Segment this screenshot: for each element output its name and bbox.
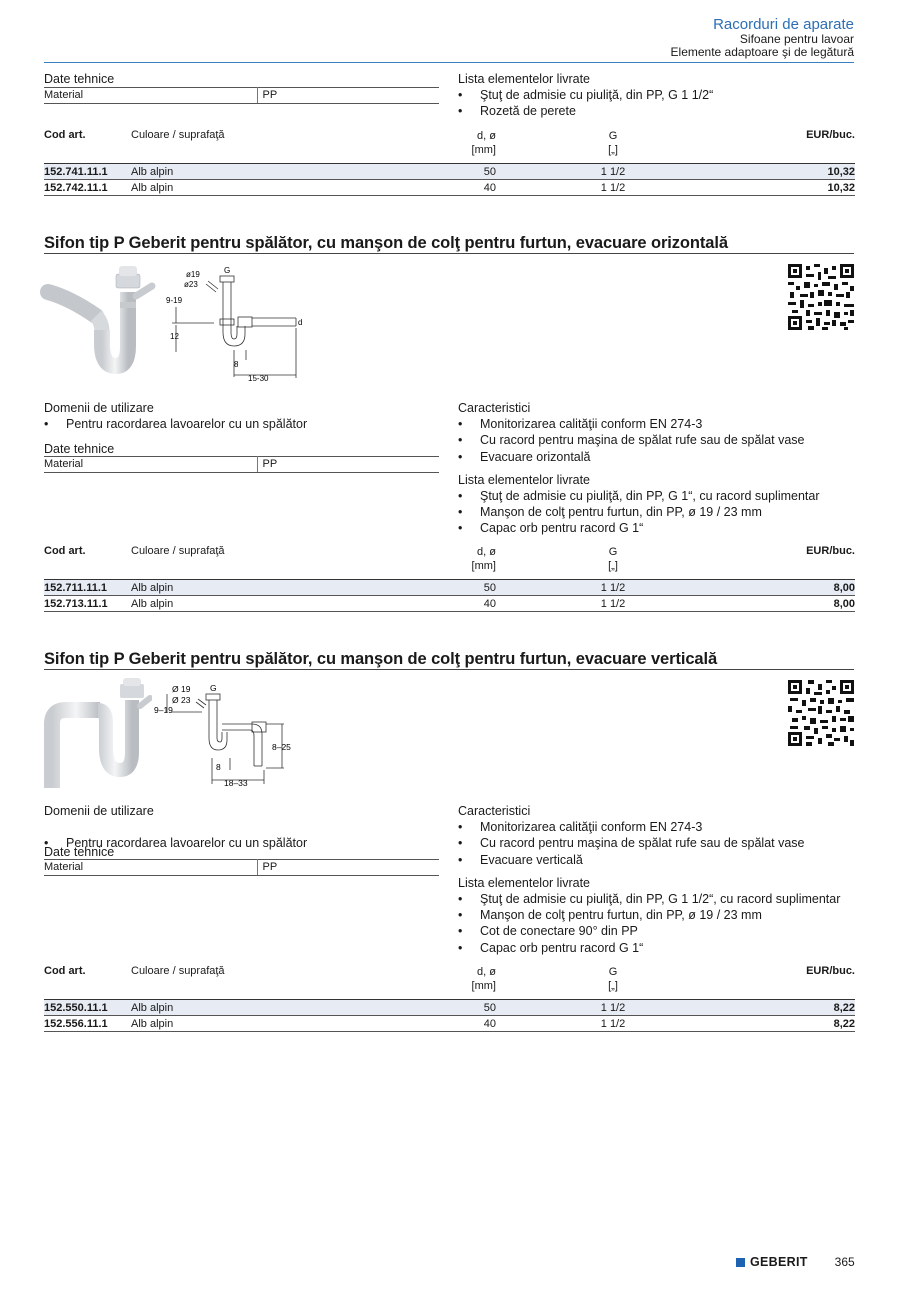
page-number: 365 bbox=[834, 1255, 855, 1269]
cell-code: 152.741.11.1 bbox=[44, 166, 108, 178]
cell-code: 152.713.11.1 bbox=[44, 597, 108, 610]
dim-g: G bbox=[210, 683, 217, 693]
page-footer bbox=[736, 1255, 855, 1269]
cell-color: Alb alpin bbox=[131, 1002, 174, 1014]
s1-list-label: Lista elementelor livrate bbox=[458, 472, 591, 487]
dim-8: 8 bbox=[216, 762, 221, 772]
col-code: Cod art. bbox=[44, 129, 86, 141]
s2-product-table bbox=[44, 965, 855, 1032]
dim-12: 12 bbox=[170, 332, 179, 341]
s2-list-label: Lista elementelor livrate bbox=[458, 875, 591, 890]
dim-15-30: 15-30 bbox=[248, 374, 269, 383]
col-code: Cod art. bbox=[44, 545, 86, 557]
top-list-label: Lista elementelor livrate bbox=[458, 72, 591, 86]
header-subcategory: Sifoane pentru lavoar bbox=[739, 32, 854, 46]
s1-tech-table bbox=[44, 456, 439, 473]
table-row bbox=[44, 163, 855, 180]
s1-use-label: Domenii de utilizare bbox=[44, 401, 154, 415]
s1-product-table bbox=[44, 545, 855, 612]
s2-tech-label: Date tehnice bbox=[44, 845, 115, 859]
col-g: G [„] bbox=[608, 130, 618, 156]
product-photo-vertical bbox=[40, 678, 152, 790]
col-d: d, ø [mm] bbox=[471, 546, 496, 572]
section-1-divider bbox=[44, 253, 854, 254]
cell-d: 40 bbox=[483, 181, 496, 194]
list-item: • Ştuţ de admisie cu piuliţă, din PP, G 1 1/2“, cu racord suplimentar bbox=[458, 891, 868, 907]
page-header bbox=[671, 16, 854, 59]
cell-eur: 8,00 bbox=[833, 597, 855, 610]
list-item: • Rozetă de perete bbox=[458, 103, 858, 119]
dim-d19: ø19 bbox=[186, 270, 200, 279]
top-tech-label: Date tehnice bbox=[44, 72, 115, 86]
s2-tech-table bbox=[44, 859, 439, 876]
cell-d: 50 bbox=[483, 582, 496, 594]
cell-color: Alb alpin bbox=[131, 1017, 174, 1030]
cell-code: 152.742.11.1 bbox=[44, 181, 108, 194]
cell-d: 50 bbox=[483, 1002, 496, 1014]
technical-drawing-vertical bbox=[152, 680, 300, 792]
dim-d23: ø23 bbox=[184, 280, 198, 289]
table-row bbox=[44, 999, 855, 1016]
table-header bbox=[44, 129, 855, 163]
qr-code-icon bbox=[788, 264, 854, 330]
cell-g: 1 1/2 bbox=[600, 181, 626, 194]
list-item: • Monitorizarea calităţii conform EN 274-3 bbox=[458, 819, 868, 835]
cell-g: 1 1/2 bbox=[600, 582, 626, 594]
col-g: G [„] bbox=[608, 546, 618, 572]
list-item: • Cu racord pentru maşina de spălat rufe sau de spălat vase bbox=[458, 835, 868, 851]
s2-characteristics bbox=[458, 804, 868, 956]
s1-characteristics bbox=[458, 401, 868, 537]
table-header bbox=[44, 545, 855, 579]
top-product-table bbox=[44, 129, 855, 196]
cell-code: 152.556.11.1 bbox=[44, 1017, 108, 1030]
cell-eur: 8,22 bbox=[833, 1017, 855, 1030]
dim-d19: Ø 19 bbox=[172, 684, 191, 694]
list-item: • Evacuare verticală bbox=[458, 852, 868, 868]
section-2-title: Sifon tip P Geberit pentru spălător, cu manşon de colţ pentru furtun, evacuare verticală bbox=[44, 650, 718, 668]
col-eur: EUR/buc. bbox=[806, 129, 855, 141]
section-2-divider bbox=[44, 669, 854, 670]
dim-d: d bbox=[298, 318, 303, 327]
cell-color: Alb alpin bbox=[131, 181, 174, 194]
dim-8: 8 bbox=[234, 360, 239, 369]
brand-logo: GEBERIT bbox=[750, 1255, 808, 1269]
col-color: Culoare / suprafaţă bbox=[131, 545, 225, 557]
cell-d: 50 bbox=[483, 166, 496, 178]
table-row bbox=[44, 596, 855, 613]
list-item: • Pentru racordarea lavoarelor cu un spălător bbox=[44, 835, 434, 851]
product-photo-horizontal bbox=[40, 262, 164, 378]
list-item: • Capac orb pentru racord G 1“ bbox=[458, 940, 868, 956]
cell-g: 1 1/2 bbox=[600, 597, 626, 610]
top-supply-list bbox=[458, 72, 858, 120]
cell-eur: 10,32 bbox=[827, 181, 855, 194]
list-item: • Manşon de colţ pentru furtun, din PP, ø 19 / 23 mm bbox=[458, 907, 868, 923]
brand-square-icon bbox=[736, 1258, 745, 1267]
cell-g: 1 1/2 bbox=[600, 166, 626, 178]
header-subcategory-2: Elemente adaptoare şi de legătură bbox=[670, 45, 854, 59]
section-1-title: Sifon tip P Geberit pentru spălător, cu manşon de colţ pentru furtun, evacuare orizontală bbox=[44, 234, 728, 252]
qr-code-icon bbox=[788, 680, 854, 746]
cell-d: 40 bbox=[483, 597, 496, 610]
col-color: Culoare / suprafaţă bbox=[131, 129, 225, 141]
dim-g: G bbox=[224, 266, 231, 275]
cell-color: Alb alpin bbox=[131, 166, 174, 178]
table-header bbox=[44, 965, 855, 999]
cell-code: 152.550.11.1 bbox=[44, 1002, 108, 1014]
s2-char-label: Caracteristici bbox=[458, 804, 531, 818]
cell-d: 40 bbox=[483, 1017, 496, 1030]
material-value: PP bbox=[257, 457, 439, 473]
header-category: Racorduri de aparate bbox=[713, 16, 854, 33]
list-item: • Monitorizarea calităţii conform EN 274-3 bbox=[458, 416, 868, 432]
dim-d23: Ø 23 bbox=[172, 695, 191, 705]
table-row bbox=[44, 579, 855, 596]
material-value: PP bbox=[257, 88, 439, 104]
col-eur: EUR/buc. bbox=[806, 965, 855, 977]
col-color: Culoare / suprafaţă bbox=[131, 965, 225, 977]
list-item: • Cu racord pentru maşina de spălat rufe sau de spălat vase bbox=[458, 432, 868, 448]
cell-eur: 8,00 bbox=[833, 582, 855, 594]
cell-g: 1 1/2 bbox=[600, 1002, 626, 1014]
s1-char-label: Caracteristici bbox=[458, 401, 531, 415]
dim-9-19: 9–19 bbox=[154, 705, 173, 715]
technical-drawing-horizontal bbox=[164, 262, 312, 384]
dim-18-33: 18–33 bbox=[224, 778, 248, 788]
list-item: • Pentru racordarea lavoarelor cu un spălător bbox=[44, 416, 434, 432]
col-g: G [„] bbox=[608, 966, 618, 992]
material-key: Material bbox=[44, 88, 257, 104]
dim-9-19: 9-19 bbox=[166, 296, 183, 305]
top-tech-table bbox=[44, 87, 439, 104]
header-divider bbox=[44, 62, 854, 63]
col-code: Cod art. bbox=[44, 965, 86, 977]
cell-eur: 10,32 bbox=[827, 166, 855, 178]
col-d: d, ø [mm] bbox=[471, 966, 496, 992]
cell-code: 152.711.11.1 bbox=[44, 582, 108, 594]
material-value: PP bbox=[257, 860, 439, 876]
table-row bbox=[44, 1016, 855, 1033]
col-d: d, ø [mm] bbox=[471, 130, 496, 156]
col-eur: EUR/buc. bbox=[806, 545, 855, 557]
s1-tech-label: Date tehnice bbox=[44, 442, 115, 456]
material-key: Material bbox=[44, 860, 257, 876]
cell-eur: 8,22 bbox=[833, 1002, 855, 1014]
list-item: • Capac orb pentru racord G 1“ bbox=[458, 520, 868, 536]
cell-color: Alb alpin bbox=[131, 597, 174, 610]
s2-use-label: Domenii de utilizare bbox=[44, 804, 154, 818]
list-item: • Ştuţ de admisie cu piuliţă, din PP, G 1“, cu racord suplimentar bbox=[458, 488, 868, 504]
dim-8-25: 8–25 bbox=[272, 742, 291, 752]
list-item: • Evacuare orizontală bbox=[458, 449, 868, 465]
list-item: • Cot de conectare 90° din PP bbox=[458, 923, 868, 939]
cell-color: Alb alpin bbox=[131, 582, 174, 594]
material-key: Material bbox=[44, 457, 257, 473]
list-item: • Ştuţ de admisie cu piuliţă, din PP, G 1 1/2“ bbox=[458, 87, 858, 103]
list-item: • Manşon de colţ pentru furtun, din PP, ø 19 / 23 mm bbox=[458, 504, 868, 520]
cell-g: 1 1/2 bbox=[600, 1017, 626, 1030]
table-row bbox=[44, 180, 855, 197]
